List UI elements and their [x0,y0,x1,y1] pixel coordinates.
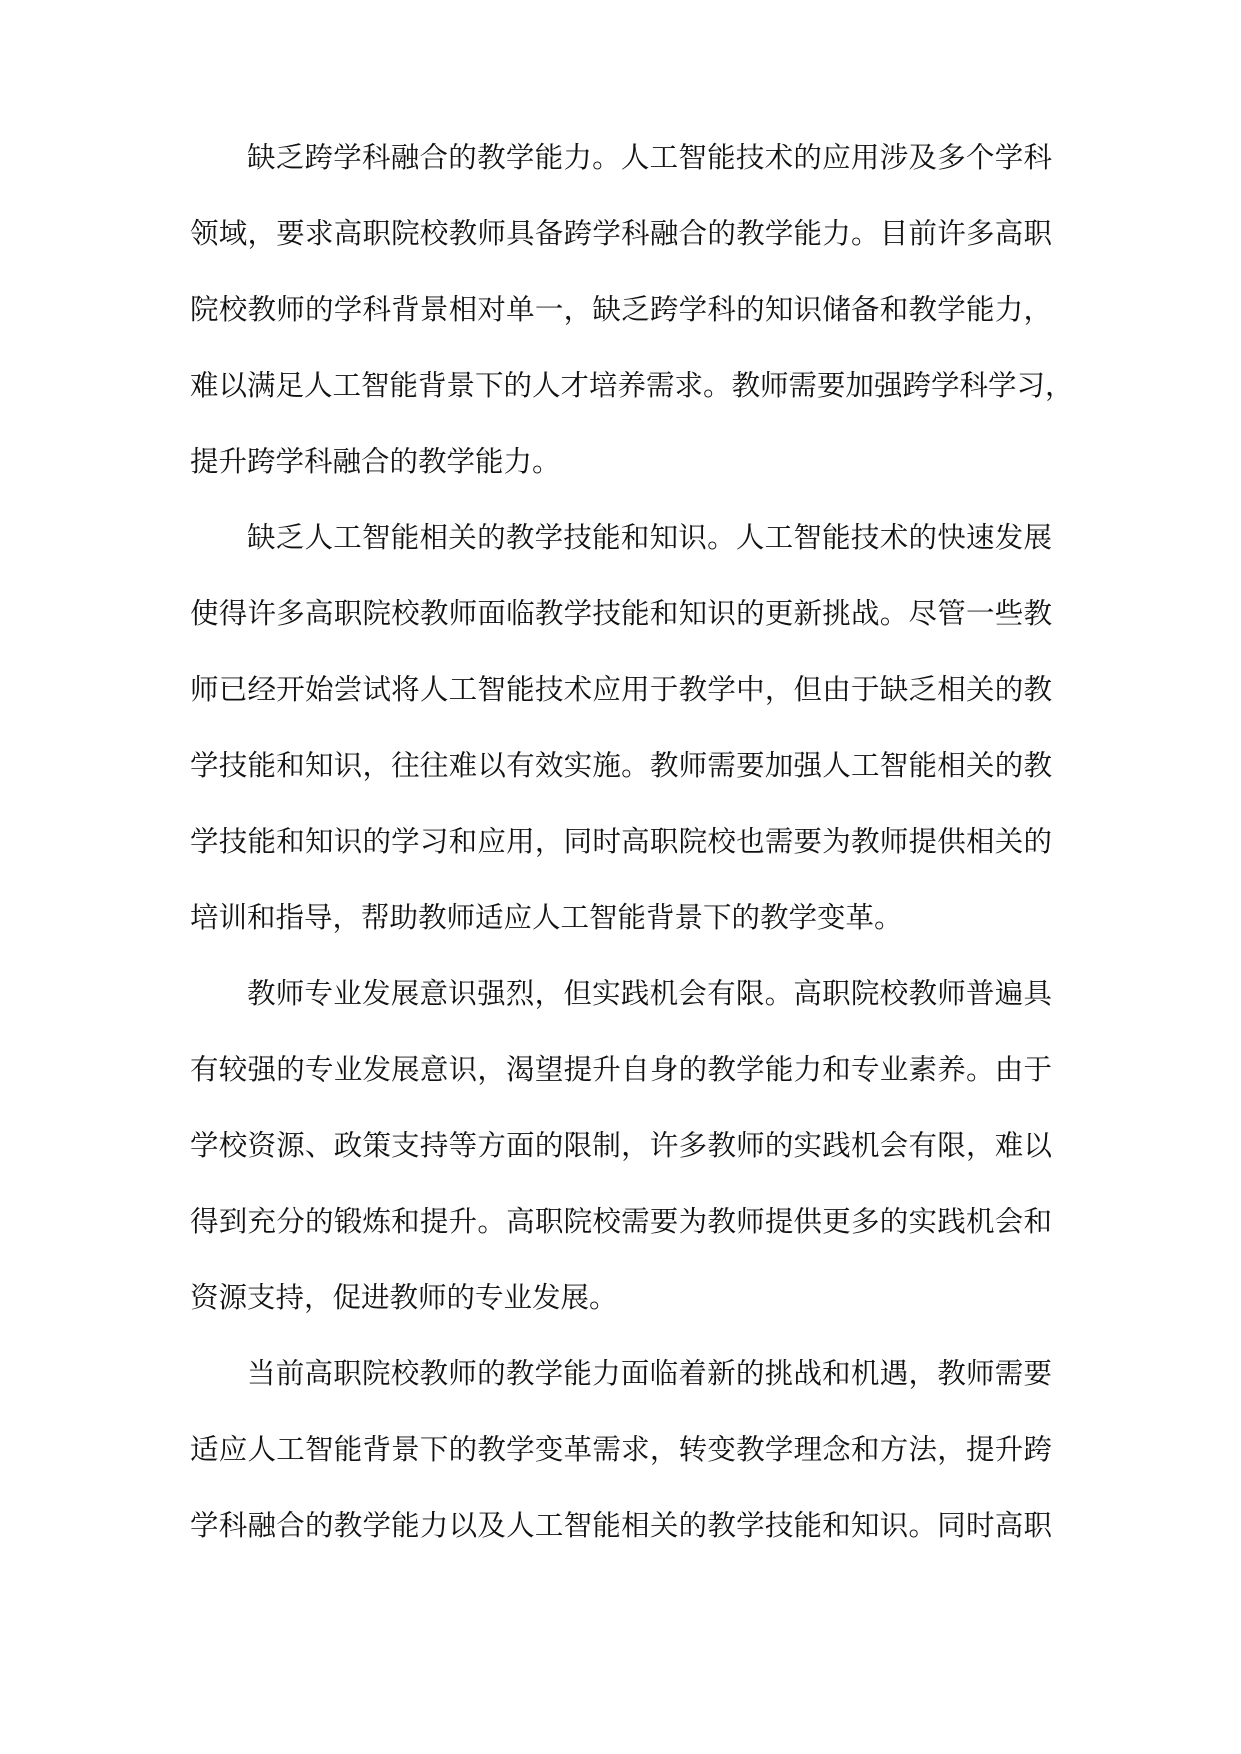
paragraph-3-line-4: 得到充分的锻炼和提升。高职院校需要为教师提供更多的实践机会和 [190,1205,1052,1238]
paragraph-1-line-2: 领域，要求高职院校教师具备跨学科融合的教学能力。目前许多高职 [190,217,1052,250]
paragraph-1-line-1: 缺乏跨学科融合的教学能力。人工智能技术的应用涉及多个学科 [247,141,1052,174]
paragraph-2-line-3: 师已经开始尝试将人工智能技术应用于教学中，但由于缺乏相关的教 [190,673,1052,706]
paragraph-3-line-1: 教师专业发展意识强烈，但实践机会有限。高职院校教师普遍具 [247,977,1052,1010]
paragraph-3-line-5: 资源支持，促进教师的专业发展。 [190,1281,618,1314]
paragraph-2-line-2: 使得许多高职院校教师面临教学技能和知识的更新挑战。尽管一些教 [190,597,1052,630]
paragraph-3-line-3: 学校资源、政策支持等方面的限制，许多教师的实践机会有限，难以 [190,1129,1052,1162]
paragraph-1-line-4: 难以满足人工智能背景下的人才培养需求。教师需要加强跨学科学习， [190,369,1074,402]
paragraph-2-line-5: 学技能和知识的学习和应用，同时高职院校也需要为教师提供相关的 [190,825,1052,858]
paragraph-1-line-3: 院校教师的学科背景相对单一，缺乏跨学科的知识储备和教学能力， [190,293,1052,326]
paragraph-4-line-1: 当前高职院校教师的教学能力面临着新的挑战和机遇，教师需要 [247,1357,1052,1390]
paragraph-1-line-5: 提升跨学科融合的教学能力。 [190,445,561,478]
paragraph-3-line-2: 有较强的专业发展意识，渴望提升自身的教学能力和专业素养。由于 [190,1053,1052,1086]
paragraph-4-line-2: 适应人工智能背景下的教学变革需求，转变教学理念和方法，提升跨 [190,1433,1052,1466]
paragraph-2-line-1: 缺乏人工智能相关的教学技能和知识。人工智能技术的快速发展 [247,521,1052,554]
paragraph-4-line-3: 学科融合的教学能力以及人工智能相关的教学技能和知识。同时高职 [190,1509,1052,1542]
paragraph-2-line-4: 学技能和知识，往往难以有效实施。教师需要加强人工智能相关的教 [190,749,1052,782]
paragraph-2-line-6: 培训和指导，帮助教师适应人工智能背景下的教学变革。 [190,901,903,934]
